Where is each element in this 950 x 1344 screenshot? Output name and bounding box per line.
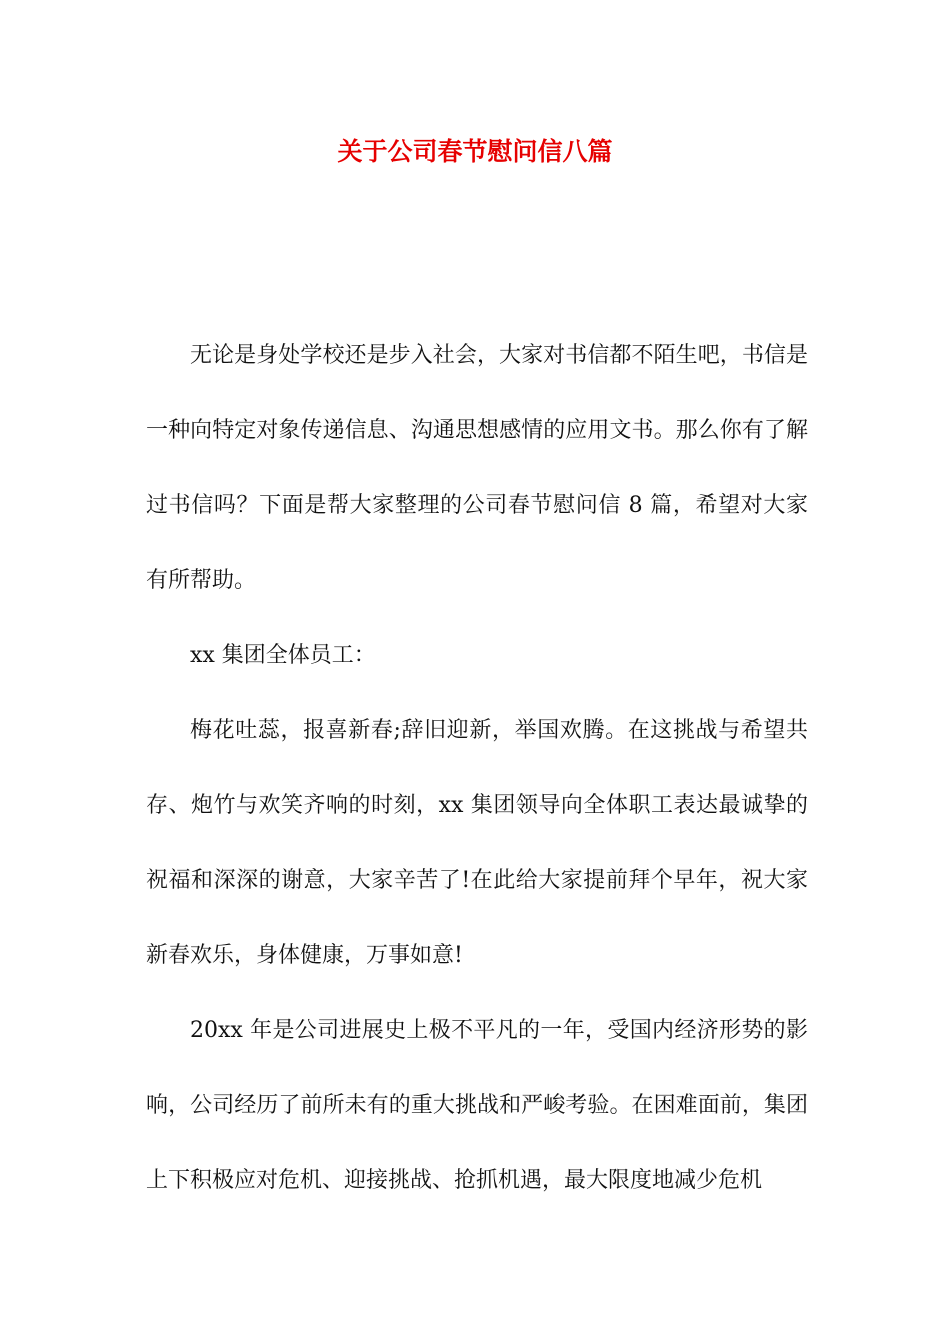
review-paragraph: 20xx 年是公司进展史上极不平凡的一年，受国内经济形势的影响，公司经历了前所未有的重大挑战和严峻考验。在困难面前，集团上下积极应对危机、迎接挑战、抢抓机遇，最大限度地减少危机: [146, 1018, 808, 1193]
greeting-paragraph: 梅花吐蕊，报喜新春;辞旧迎新，举国欢腾。在这挑战与希望共存、炮竹与欢笑齐响的时刻，xx 集团领导向全体职工表达最诚挚的祝福和深深的谢意，大家辛苦了!在此给大家提前拜个早年，祝大家新春欢乐，身体健康，万事如意!: [146, 718, 808, 968]
document-title: 关于公司春节慰问信八篇: [337, 137, 613, 166]
intro-paragraph: 无论是身处学校还是步入社会，大家对书信都不陌生吧，书信是一种向特定对象传递信息、沟通思想感情的应用文书。那么你有了解过书信吗？下面是帮大家整理的公司春节慰问信 8 篇，希望对大家有所帮助。: [146, 343, 808, 593]
salutation: xx 集团全体员工：: [190, 643, 376, 668]
document-body: [146, 318, 808, 1218]
